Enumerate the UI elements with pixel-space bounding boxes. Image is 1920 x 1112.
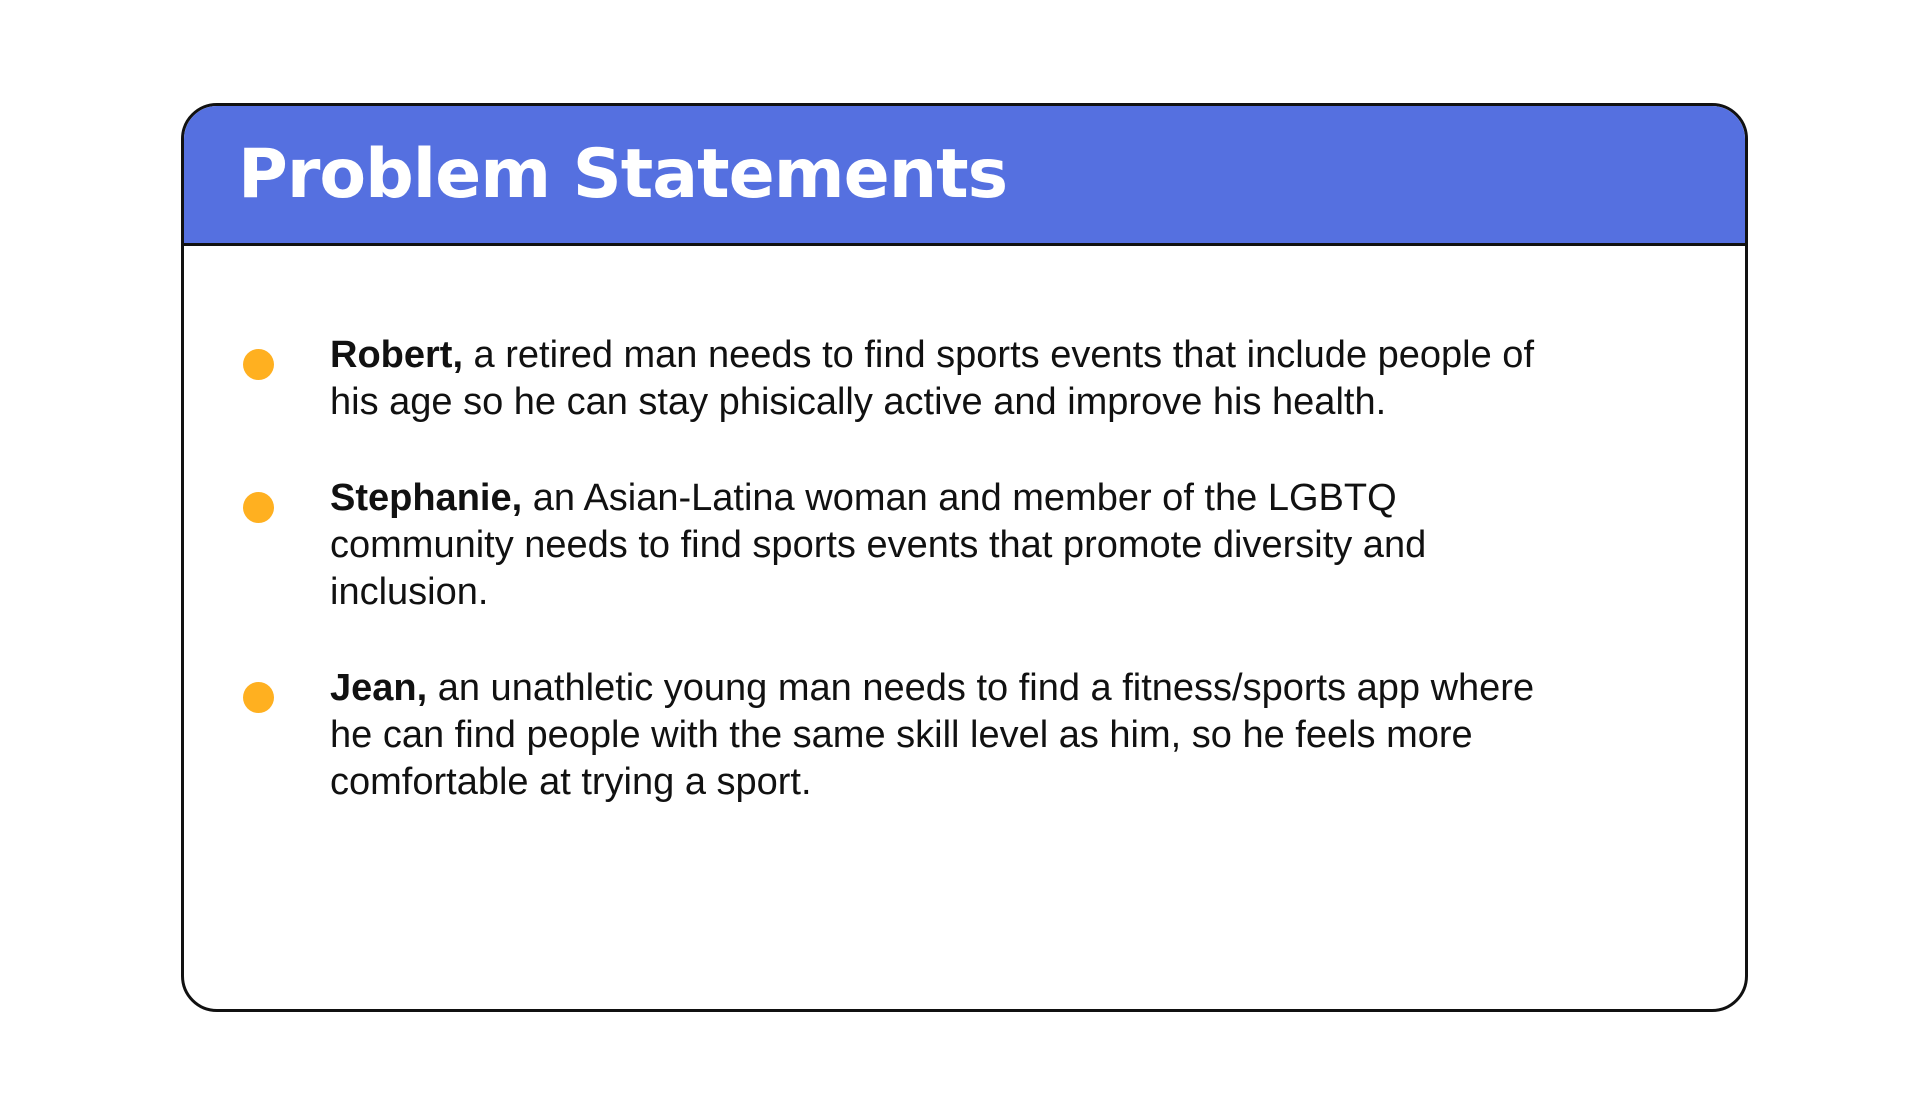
statement-text: an unathletic young man needs to find a fitness/sports app where he can find people with the same skill level as him, so he feels more comfortable at trying a sport. — [330, 667, 1535, 803]
statement-text: a retired man needs to find sports events that include people of his age so he can stay phisically active and improve his health. — [330, 334, 1534, 423]
problem-statements-card — [181, 103, 1748, 1012]
persona-name: Stephanie, — [330, 477, 523, 519]
statement-item — [184, 332, 1745, 426]
statement-list — [184, 332, 1745, 855]
page-title: Problem Statements — [238, 134, 1008, 214]
statement-item — [184, 665, 1745, 806]
statement-text: an Asian-Latina woman and member of the LGBTQ community needs to find sports events that promote diversity and inclusion. — [330, 477, 1427, 613]
persona-name: Robert, — [330, 334, 463, 376]
bullet-dot-icon — [243, 682, 274, 713]
bullet-dot-icon — [243, 349, 274, 380]
card-header — [184, 106, 1745, 246]
persona-name: Jean, — [330, 667, 428, 709]
statement-item — [184, 475, 1745, 616]
bullet-dot-icon — [243, 492, 274, 523]
